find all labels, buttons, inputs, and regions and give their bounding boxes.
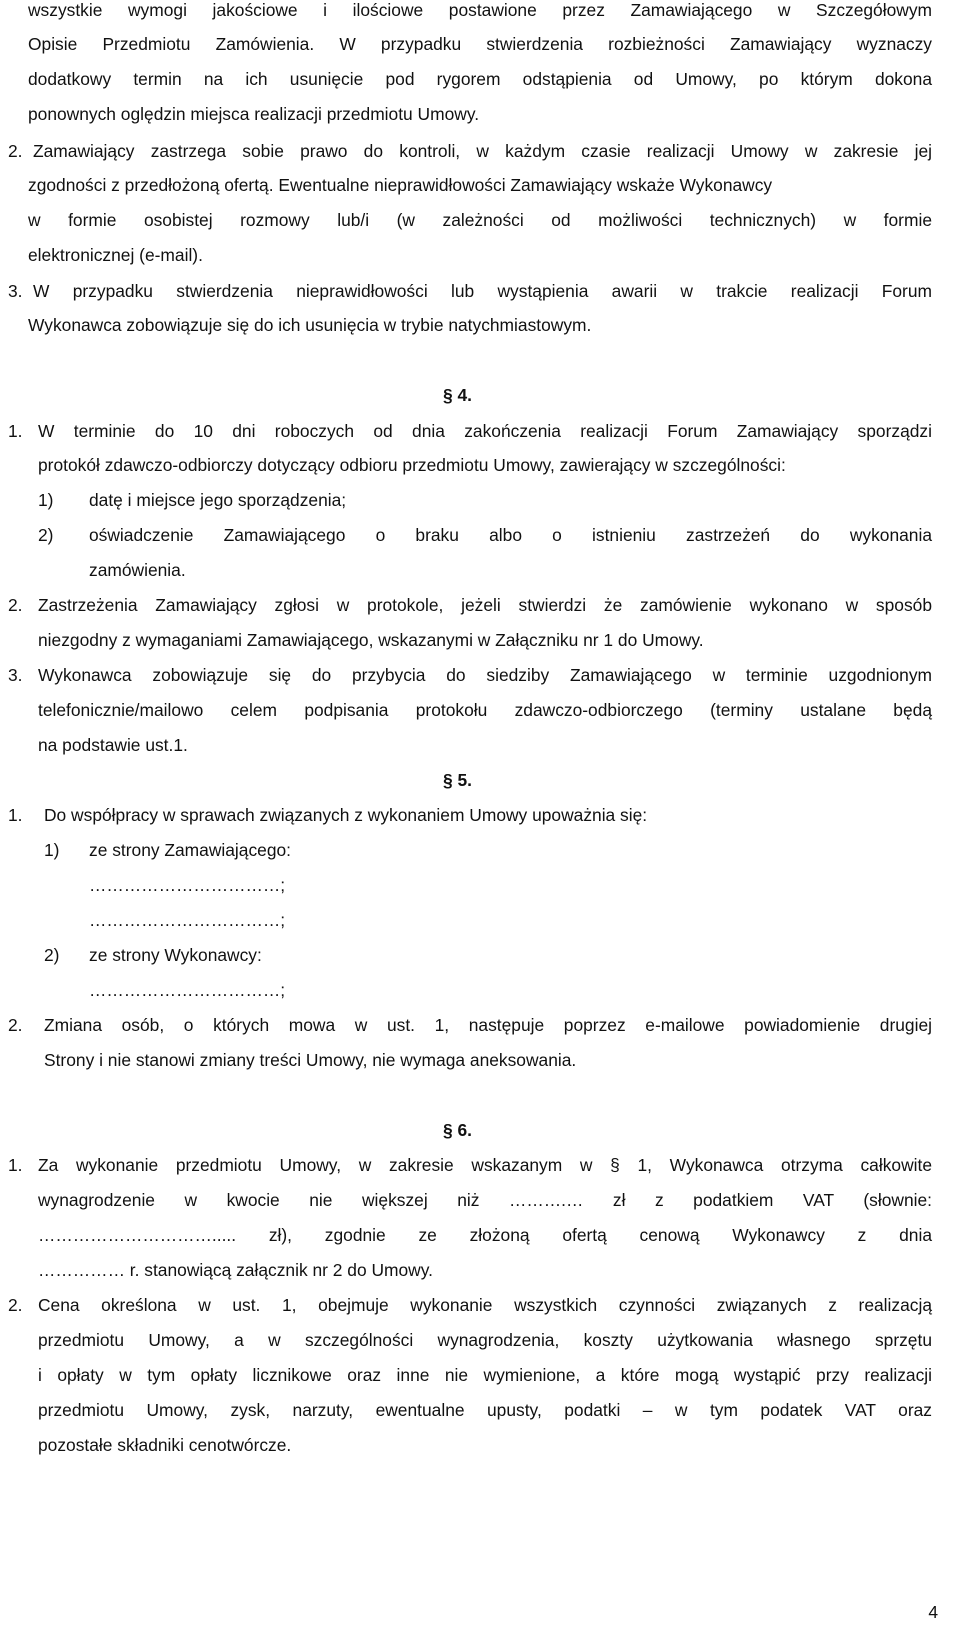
item-number: 1. xyxy=(8,421,23,441)
subitem-number: 1) xyxy=(44,840,60,860)
text-line: dodatkowy termin na ich usunięcie pod rygorem odstąpienia od Umowy, po którym dokona xyxy=(28,69,932,89)
text-line: w formie osobistej rozmowy lub/i (w zależności od możliwości technicznych) w formie xyxy=(28,210,932,230)
blank-line: ……………………………; xyxy=(89,980,286,1000)
item-number: 3. xyxy=(8,665,23,685)
text-line: ze strony Zamawiającego: xyxy=(89,840,292,860)
blank-line: ……………………………; xyxy=(89,875,286,895)
text-line: i opłaty w tym opłaty licznikowe oraz inne nie wymienione, a które mogą wystąpić przy realizacji xyxy=(38,1365,932,1385)
page-number: 4 xyxy=(928,1602,938,1622)
item-number: 2. xyxy=(8,1295,23,1315)
section-heading: § 5. xyxy=(443,770,473,790)
text-line: przedmiotu Umowy, zysk, narzuty, ewentualne upusty, podatki – w tym podatek VAT oraz xyxy=(38,1400,932,1420)
text-line: Strony i nie stanowi zmiany treści Umowy, nie wymaga aneksowania. xyxy=(44,1050,577,1070)
text-line: oświadczenie Zamawiającego o braku albo o istnieniu zastrzeżeń do wykonania xyxy=(89,525,932,545)
item-number: 2. xyxy=(8,595,23,615)
item-number: 1. xyxy=(8,805,23,825)
text-line: ponownych oględzin miejsca realizacji przedmiotu Umowy. xyxy=(28,104,480,124)
item-number: 2. xyxy=(8,141,23,161)
text-line: zamówienia. xyxy=(89,560,186,580)
text-line: przedmiotu Umowy, a w szczególności wynagrodzenia, koszty użytkowania własnego sprzętu xyxy=(38,1330,932,1350)
text-line: Zmiana osób, o których mowa w ust. 1, następuje poprzez e-mailowe powiadomienie drugiej xyxy=(44,1015,932,1035)
text-line: Zastrzeżenia Zamawiający zgłosi w protokole, jeżeli stwierdzi że zamówienie wykonano w sposób xyxy=(38,595,932,615)
text-line: datę i miejsce jego sporządzenia; xyxy=(89,490,347,510)
text-line: na podstawie ust.1. xyxy=(38,735,188,755)
text-line: wszystkie wymogi jakościowe i ilościowe postawione przez Zamawiającego w Szczegółowym xyxy=(28,0,932,20)
subitem-number: 2) xyxy=(44,945,60,965)
text-line: Wykonawca zobowiązuje się do ich usunięcia w trybie natychmiastowym. xyxy=(28,315,592,335)
text-line: W terminie do 10 dni roboczych od dnia zakończenia realizacji Forum Zamawiający sporządzi xyxy=(38,421,932,441)
subitem-number: 1) xyxy=(38,490,54,510)
subitem-number: 2) xyxy=(38,525,54,545)
text-line: niezgodny z wymaganiami Zamawiającego, wskazanymi w Załączniku nr 1 do Umowy. xyxy=(38,630,704,650)
text-line: Wykonawca zobowiązuje się do przybycia do siedziby Zamawiającego w terminie uzgodnionym xyxy=(38,665,932,685)
text-line: Opisie Przedmiotu Zamówienia. W przypadku stwierdzenia rozbieżności Zamawiający wyznaczy xyxy=(28,34,932,54)
section-heading: § 4. xyxy=(443,385,473,405)
text-line: …………… r. stanowiącą załącznik nr 2 do Umowy. xyxy=(38,1260,433,1280)
item-number: 3. xyxy=(8,281,23,301)
text-line: pozostałe składniki cenotwórcze. xyxy=(38,1435,292,1455)
text-line: protokół zdawczo-odbiorczy dotyczący odbioru przedmiotu Umowy, zawierający w szczególności: xyxy=(38,455,786,475)
text-line: zgodności z przedłożoną ofertą. Ewentualne nieprawidłowości Zamawiający wskaże Wykonawcy xyxy=(28,175,773,195)
text-line: …………………………..... zł), zgodnie ze złożoną ofertą cenową Wykonawcy z dnia xyxy=(38,1225,932,1245)
text-line: telefonicznie/mailowo celem podpisania protokołu zdawczo-odbiorczego (terminy ustalane będą xyxy=(38,700,932,720)
item-number: 1. xyxy=(8,1155,23,1175)
text-line: Do współpracy w sprawach związanych z wykonaniem Umowy upoważnia się: xyxy=(44,805,648,825)
text-line: wynagrodzenie w kwocie nie większej niż ……….… zł z podatkiem VAT (słownie: xyxy=(38,1190,932,1210)
text-line: Cena określona w ust. 1, obejmuje wykonanie wszystkich czynności związanych z realizacją xyxy=(38,1295,932,1315)
text-line: Za wykonanie przedmiotu Umowy, w zakresie wskazanym w § 1, Wykonawca otrzyma całkowite xyxy=(38,1155,932,1175)
text-line: elektronicznej (e-mail). xyxy=(28,245,203,265)
text-line: Zamawiający zastrzega sobie prawo do kontroli, w każdym czasie realizacji Umowy w zakresie jej xyxy=(33,141,932,161)
text-line: W przypadku stwierdzenia nieprawidłowości lub wystąpienia awarii w trakcie realizacji Forum xyxy=(33,281,932,301)
blank-line: ……………………………; xyxy=(89,910,286,930)
text-line: ze strony Wykonawcy: xyxy=(89,945,262,965)
section-heading: § 6. xyxy=(443,1120,473,1140)
item-number: 2. xyxy=(8,1015,23,1035)
